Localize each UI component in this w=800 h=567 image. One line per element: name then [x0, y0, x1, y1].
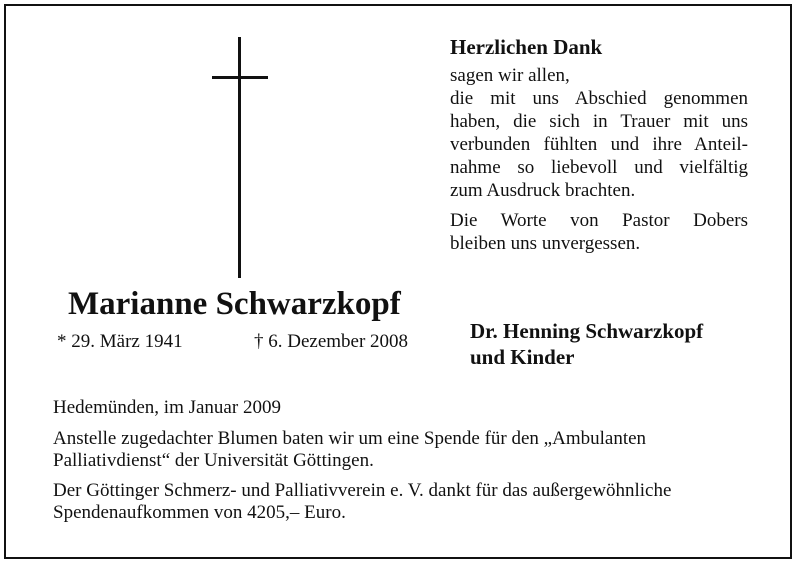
- death-date: † 6. Dezember 2008: [254, 331, 409, 352]
- donation-thanks-line: Der Göttinger Schmerz- und Palliativverein e. V. dankt für das außergewöhnliche: [53, 480, 672, 501]
- signer-family: und Kinder: [470, 345, 575, 369]
- thanks-section: [450, 34, 748, 255]
- thanks-line: sagen wir allen,: [450, 65, 570, 86]
- thanks-line: zum Ausdruck brachten.: [450, 180, 636, 201]
- cross-icon-bar: [212, 76, 268, 79]
- thanks-closing-line: bleiben uns unvergessen.: [450, 233, 641, 254]
- donation-line: Palliativdienst“ der Universität Göttingen.: [53, 450, 374, 471]
- donation-thanks-paragraph: [53, 480, 753, 524]
- cross-icon: [238, 37, 241, 278]
- thanks-line: die mit uns Abschied genommen: [450, 88, 748, 109]
- signer-name: Dr. Henning Schwarzkopf: [470, 319, 704, 343]
- notice-text: [53, 397, 753, 524]
- thanks-closing-line: Die Worte von Pastor Dobers: [450, 210, 748, 231]
- place-date: Hedemünden, im Januar 2009: [53, 397, 281, 418]
- thanks-line: haben, die sich in Trauer mit uns: [450, 111, 748, 132]
- signers: [470, 318, 703, 370]
- donation-paragraph: [53, 428, 753, 472]
- thanks-line: verbunden fühlten und ihre Anteil-: [450, 134, 748, 155]
- donation-line: Anstelle zugedachter Blumen baten wir um eine Spende für den „Ambulanten: [53, 428, 647, 449]
- thanks-line: nahme so liebevoll und vielfältig: [450, 157, 748, 178]
- deceased-name: Marianne Schwarzkopf: [68, 286, 401, 322]
- birth-date: * 29. März 1941: [57, 331, 183, 352]
- thanks-heading: Herzlichen Dank: [450, 35, 603, 59]
- donation-thanks-line: Spendenaufkommen von 4205,– Euro.: [53, 502, 346, 523]
